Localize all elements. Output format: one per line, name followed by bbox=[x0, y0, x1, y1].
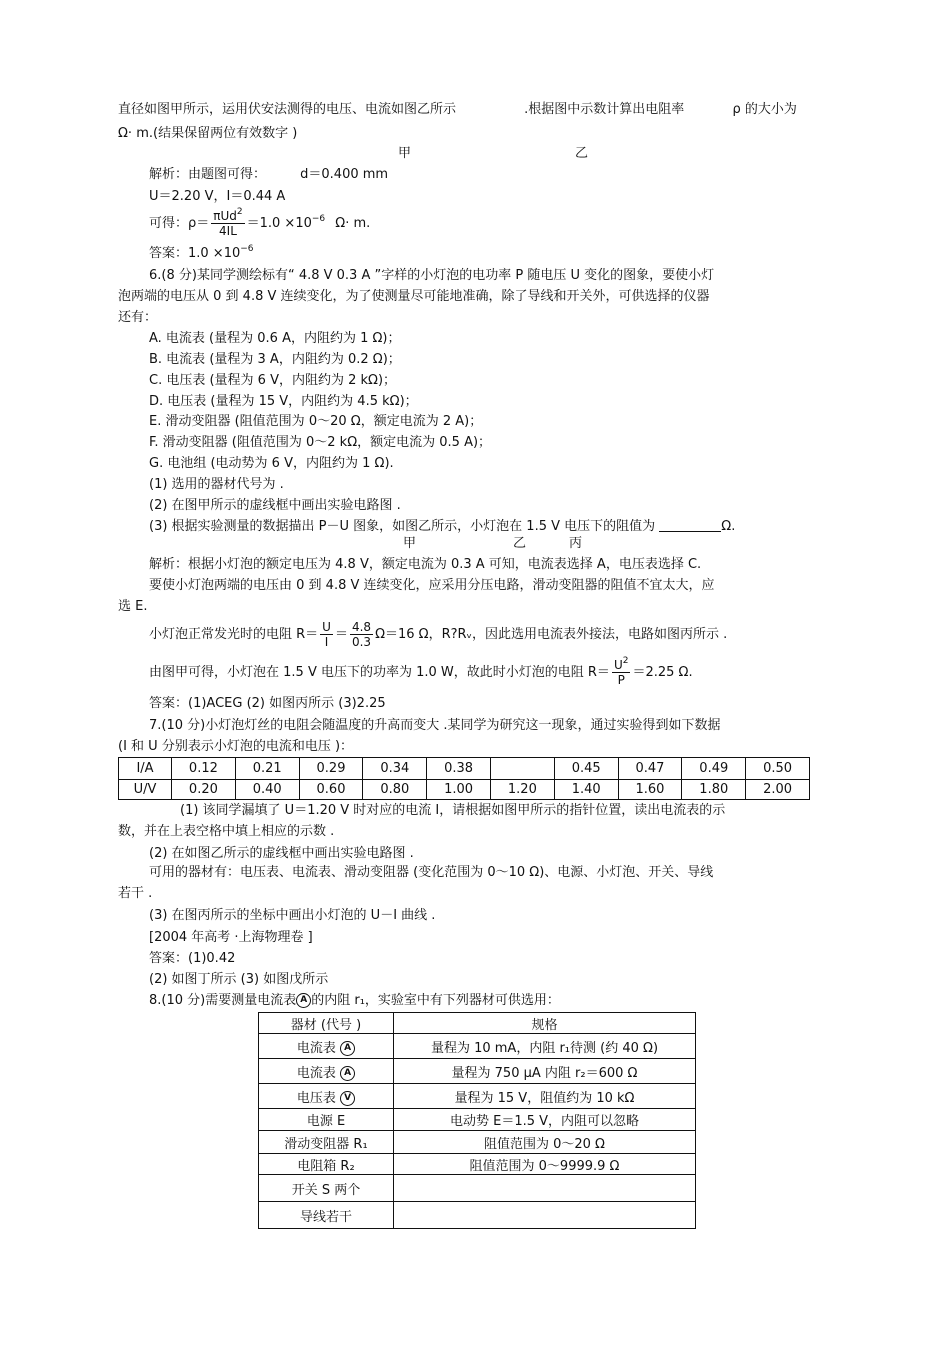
solution-line: 解析：由题图可得： d＝0.400 mm bbox=[149, 167, 389, 182]
rho-fraction: $\frac{\pi Ud^2}{4IL}$ bbox=[213, 207, 243, 238]
value-fraction: $\frac{4.8}{0.3}$ bbox=[351, 620, 372, 649]
q7-sub-1a: (1) 该同学漏填了 U＝1.20 V 时对应的电流 I，请根据如图甲所示的指针位置，读出电流表的示 bbox=[180, 803, 726, 818]
answer-blank bbox=[659, 519, 721, 532]
q6-option-e: E. 滑动变阻器 (阻值范围为 0～20 Ω，额定电流为 2 A)； bbox=[149, 414, 483, 429]
figure-label-yi: 乙 bbox=[513, 536, 527, 551]
table-row: 滑动变阻器 R₁ 阻值范围为 0～20 Ω bbox=[259, 1131, 696, 1154]
ammeter-a2-icon: A bbox=[340, 1066, 355, 1081]
table-row: 电流表 A 量程为 10 mA，内阻 r₁待测 (约 40 Ω) bbox=[259, 1034, 696, 1059]
intro-line-1: 直径如图甲所示，运用伏安法测得的电压、电流如图乙所示 .根据图中示数计算出电阻率 ρ 的大小为 bbox=[118, 102, 797, 117]
q7-answer-2: (2) 如图丁所示 (3) 如图戊所示 bbox=[149, 972, 329, 987]
figure-label-jia: 甲 bbox=[403, 536, 417, 551]
q7-answer-1: 答案：(1)0.42 bbox=[149, 951, 236, 966]
q7-source: [2004 年高考 ·上海物理卷 ] bbox=[149, 930, 313, 945]
table-row: 电压表 V 量程为 15 V，阻值约为 10 kΩ bbox=[259, 1084, 696, 1109]
table-row: 开关 S 两个 bbox=[259, 1175, 696, 1202]
table-header: 器材 (代号 ) 规格 bbox=[259, 1013, 696, 1034]
ammeter-a1-icon: A bbox=[296, 993, 311, 1008]
q6-solution-1: 解析：根据小灯泡的额定电压为 4.8 V，额定电流为 0.3 A 可知，电流表选择 A，电压表选择 C. bbox=[149, 557, 702, 572]
q6-line-3: 还有： bbox=[118, 310, 158, 325]
table-row: 电流表 A 量程为 750 μA 内阻 r₂＝600 Ω bbox=[259, 1059, 696, 1084]
q7-sub-2c: 若干 . bbox=[118, 886, 153, 901]
rho-formula: 可得：ρ＝ $\frac{\pi Ud^2}{4IL}$ $=1.0 \times 10^{-6}$ Ω· m. bbox=[149, 207, 371, 238]
table-row: U/V 0.20 0.40 0.60 0.80 1.00 1.20 1.40 1.60 1.80 2.00 bbox=[119, 780, 810, 800]
q6-line-2: 泡两端的电压从 0 到 4.8 V 连续变化，为了使测量尽可能地准确，除了导线和开关外，可供选择的仪器 bbox=[118, 289, 710, 304]
empty-cell bbox=[490, 758, 554, 780]
intro-line-2: Ω· m.(结果保留两位有效数字 ) bbox=[118, 126, 298, 141]
voltmeter-icon: V bbox=[340, 1091, 355, 1106]
q6-sub-2: (2) 在图甲所示的虚线框中画出实验电路图 . bbox=[149, 498, 401, 513]
q6-option-f: F. 滑动变阻器 (阻值范围为 0～2 kΩ，额定电流为 0.5 A)； bbox=[149, 435, 492, 450]
q8-line-1: 8.(10 分)需要测量电流表 A 的内阻 r₁，实验室中有下列器材可供选用： bbox=[149, 993, 560, 1008]
q6-option-c: C. 电压表 (量程为 6 V，内阻约为 2 kΩ)； bbox=[149, 373, 397, 388]
data-table bbox=[118, 757, 810, 800]
q6-solution-2: 要使小灯泡两端的电压由 0 到 4.8 V 连续变化，应采用分压电路，滑动变阻器的阻值不宜太大，应 bbox=[149, 578, 715, 593]
q6-option-d: D. 电压表 (量程为 15 V，内阻约为 4.5 kΩ)； bbox=[149, 394, 418, 409]
figure-label-yi: 乙 bbox=[575, 146, 589, 161]
table-row: I/A 0.12 0.21 0.29 0.34 0.38 0.45 0.47 0.49 0.50 bbox=[119, 758, 810, 780]
q6-line-1: 6.(8 分)某同学测绘标有“ 4.8 V 0.3 A ”字样的小灯泡的电功率 P 随电压 U 变化的图象，要使小灯 bbox=[149, 268, 715, 283]
q6-solution-3: 选 E. bbox=[118, 599, 148, 614]
table-row: 电源 E 电动势 E＝1.5 V，内阻可以忽略 bbox=[259, 1109, 696, 1131]
q7-sub-1b: 数，并在上表空格中填上相应的示数 . bbox=[118, 824, 335, 839]
q7-sub-3: (3) 在图丙所示的坐标中画出小灯泡的 U－I 曲线 . bbox=[149, 908, 436, 923]
equipment-table bbox=[258, 1012, 696, 1229]
table-row: 导线若干 bbox=[259, 1202, 696, 1229]
q6-option-a: A. 电流表 (量程为 0.6 A，内阻约为 1 Ω)； bbox=[149, 331, 401, 346]
answer-line: 答案：$1.0 \times 10^{-6}$ bbox=[149, 244, 254, 261]
resistance-formula: 小灯泡正常发光时的电阻 R＝ $\frac{U}{I}$ ＝ $\frac{4.8}{0.3}$ Ω＝16 Ω，R?Rᵥ，因此选用电流表外接法，电路如图丙所示 . bbox=[149, 620, 728, 649]
figure-label-jia: 甲 bbox=[398, 146, 412, 161]
q6-sub-1: (1) 选用的器材代号为 . bbox=[149, 477, 284, 492]
table-row: 电阻箱 R₂ 阻值范围为 0～9999.9 Ω bbox=[259, 1154, 696, 1175]
u-over-i-fraction: $\frac{U}{I}$ bbox=[322, 620, 331, 649]
q6-option-b: B. 电流表 (量程为 3 A，内阻约为 0.2 Ω)； bbox=[149, 352, 401, 367]
ammeter-a1-icon: A bbox=[340, 1041, 355, 1056]
q6-option-g: G. 电池组 (电动势为 6 V，内阻约为 1 Ω). bbox=[149, 456, 394, 471]
q7-line-2: (I 和 U 分别表示小灯泡的电流和电压 )： bbox=[118, 739, 354, 754]
solution-ui: U＝2.20 V，I＝0.44 A bbox=[149, 189, 286, 204]
u2-over-p-fraction: $\frac{U^2}{P}$ bbox=[613, 656, 629, 687]
q6-sub-3: (3) 根据实验测量的数据描出 P－U 图象，如图乙所示，小灯泡在 1.5 V 电压下的阻值为 Ω. bbox=[149, 519, 736, 534]
q7-line-1: 7.(10 分)小灯泡灯丝的电阻会随温度的升高而变大 .某同学为研究这一现象，通过实验得到如下数据 bbox=[149, 718, 721, 733]
q7-sub-2: (2) 在如图乙所示的虚线框中画出实验电路图 . bbox=[149, 846, 414, 861]
q6-answer: 答案：(1)ACEG (2) 如图丙所示 (3)2.25 bbox=[149, 696, 386, 711]
figure-label-bing: 丙 bbox=[569, 536, 583, 551]
power-formula: 由图甲可得，小灯泡在 1.5 V 电压下的功率为 1.0 W，故此时小灯泡的电阻 R＝ $\frac{U^2}{P}$ ＝2.25 Ω. bbox=[149, 656, 693, 687]
q7-sub-2b: 可用的器材有：电压表、电流表、滑动变阻器 (变化范围为 0～10 Ω)、电源、小灯泡、开关、导线 bbox=[149, 865, 714, 880]
